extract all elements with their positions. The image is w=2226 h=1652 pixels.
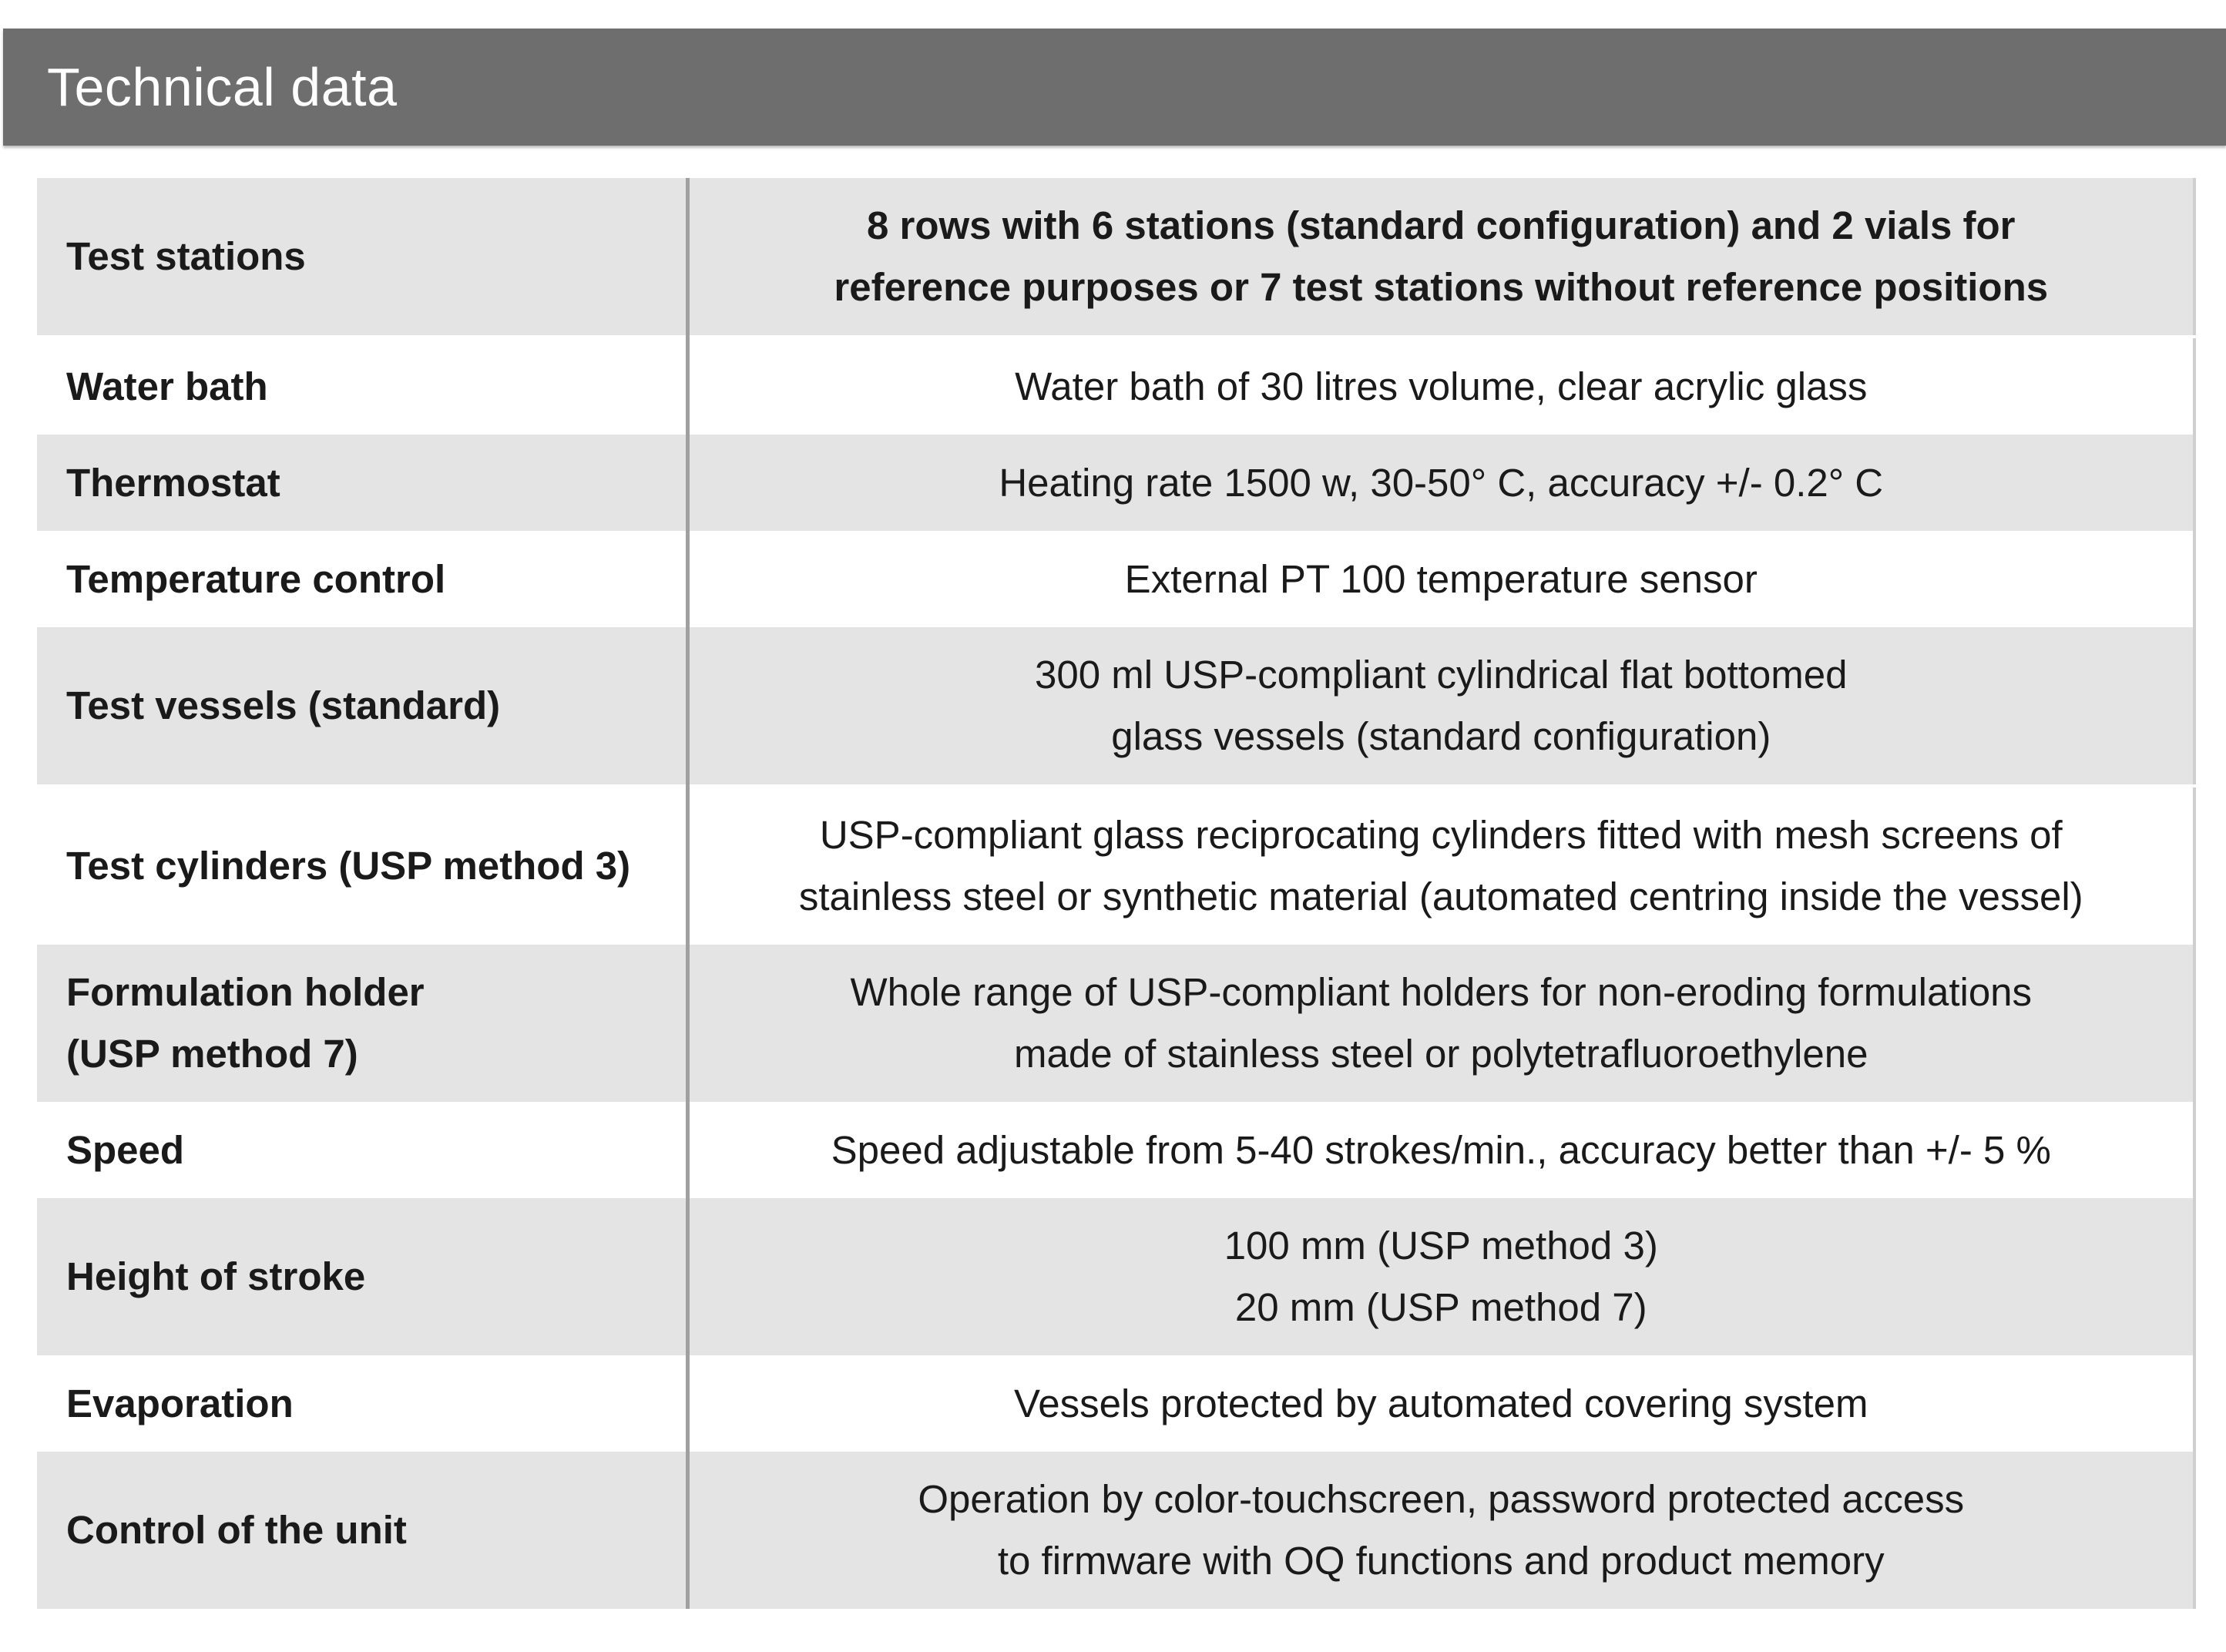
row-value: Whole range of USP-compliant holders for non-eroding formulations made of stainless steel or polytetrafluoroethylene (687, 945, 2194, 1102)
row-value: Water bath of 30 litres volume, clear acrylic glass (687, 337, 2194, 435)
row-value: Heating rate 1500 w, 30-50° C, accuracy +/- 0.2° C (687, 435, 2194, 531)
row-value: USP-compliant glass reciprocating cylinders fitted with mesh screens of stainless steel or synthetic material (automated centring inside the vessel) (687, 786, 2194, 945)
row-label: Control of the unit (37, 1452, 687, 1609)
table-row (37, 786, 2194, 945)
row-value: 8 rows with 6 stations (standard configuration) and 2 vials for reference purposes or 7 test stations without reference positions (687, 178, 2194, 337)
row-label: Test stations (37, 178, 687, 337)
row-value: Operation by color-touchscreen, password protected access to firmware with OQ functions and product memory (687, 1452, 2194, 1609)
table-row (37, 178, 2194, 337)
section-header (3, 29, 2226, 146)
row-label: Test vessels (standard) (37, 627, 687, 786)
row-label: Formulation holder (USP method 7) (37, 945, 687, 1102)
row-label: Test cylinders (USP method 3) (37, 786, 687, 945)
table-row (37, 945, 2194, 1102)
row-label: Evaporation (37, 1355, 687, 1452)
row-label: Speed (37, 1102, 687, 1198)
row-label: Thermostat (37, 435, 687, 531)
row-value: 300 ml USP-compliant cylindrical flat bottomed glass vessels (standard configuration) (687, 627, 2194, 786)
table-row (37, 531, 2194, 627)
table-row (37, 1102, 2194, 1198)
table-row (37, 1355, 2194, 1452)
row-label: Water bath (37, 337, 687, 435)
row-value: Vessels protected by automated covering system (687, 1355, 2194, 1452)
row-value: 100 mm (USP method 3) 20 mm (USP method 7) (687, 1198, 2194, 1355)
page-title: Technical data (47, 57, 398, 117)
table-row (37, 1452, 2194, 1609)
row-value: External PT 100 temperature sensor (687, 531, 2194, 627)
table-row (37, 435, 2194, 531)
table-row (37, 337, 2194, 435)
row-value: Speed adjustable from 5-40 strokes/min., accuracy better than +/- 5 % (687, 1102, 2194, 1198)
technical-data-table (37, 178, 2196, 1609)
row-label: Temperature control (37, 531, 687, 627)
row-label: Height of stroke (37, 1198, 687, 1355)
table-row (37, 627, 2194, 786)
table-row (37, 1198, 2194, 1355)
